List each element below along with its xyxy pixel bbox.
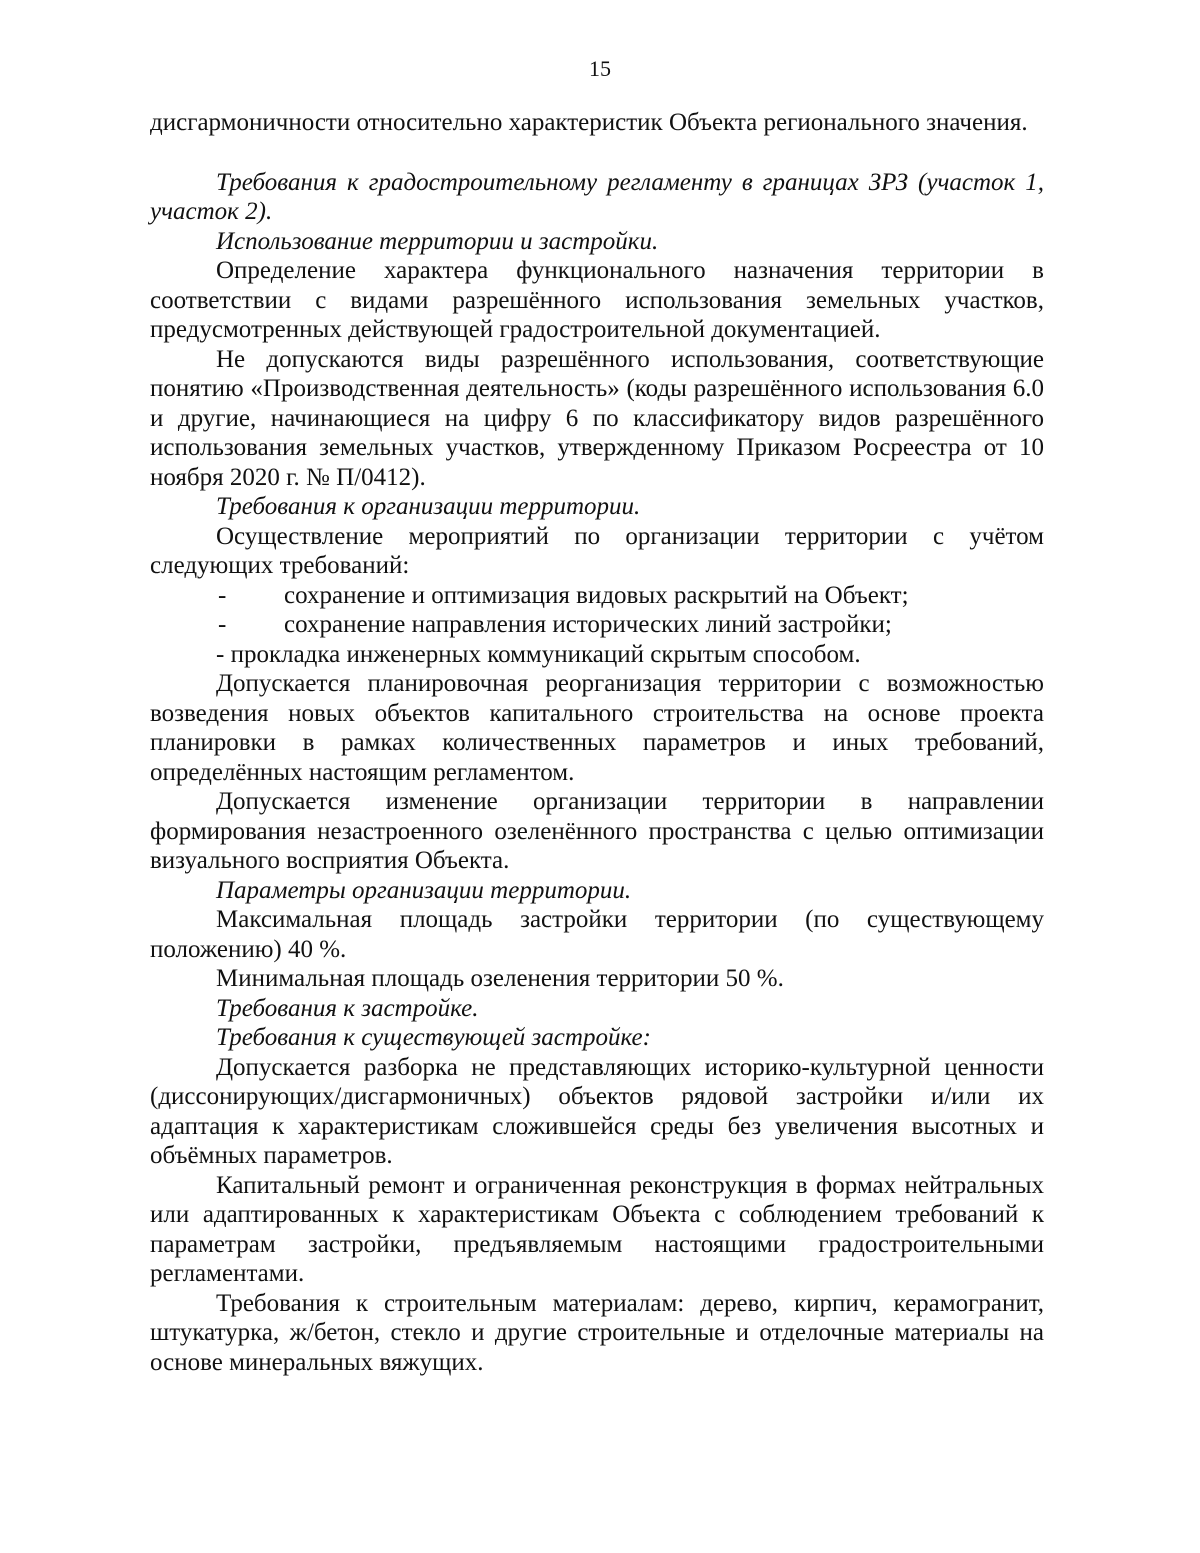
list-item-text: сохранение и оптимизация видовых раскрытий на Объект; (284, 581, 909, 609)
paragraph-reorganization: Допускается планировочная реорганизация территории с возможностью возведения новых объектов капитального строительства на основе проекта планировки в рамках количественных параметров и иных требований, определённых настоящим регламентом. (150, 670, 1044, 786)
paragraph-green-space: Допускается изменение организации территории в направлении формирования незастроенного озеленённого пространства с целью оптимизации визуального восприятия Объекта. (150, 788, 1044, 874)
list-dash: - (218, 611, 227, 638)
paragraph-repair: Капитальный ремонт и ограниченная реконструкция в формах нейтральных или адаптированных к характеристикам Объекта с соблюдением требований к параметрам застройки, предъявляемым настоящими градостроительными регламентами. (150, 1171, 1044, 1287)
page-number: 15 (589, 56, 611, 81)
section-heading-zrz: Требования к градостроительному регламенту в границах ЗРЗ (участок 1, участок 2). (150, 168, 1044, 225)
paragraph-gap (150, 138, 1044, 168)
paragraph-function-definition: Определение характера функционального назначения территории в соответствии с видами разрешённого использования земельных участков, предусмотренных действующей градостроительной документацией. (150, 257, 1044, 343)
section-heading-territory-organization: Требования к организации территории. (216, 493, 641, 520)
paragraph-measures: Осуществление мероприятий по организации территории с учётом следующих требований: (150, 522, 1044, 579)
paragraph-continuation: дисгармоничности относительно характеристик Объекта регионального значения. (150, 109, 1028, 136)
paragraph-prohibited-uses: Не допускаются виды разрешённого использования, соответствующие понятию «Производственная деятельность» (коды разрешённого использования 6.0 и другие, начинающиеся на цифру 6 по классификатору видов разрешённого использования земельных участков, утвержденному Приказом Росреестра от 10 ноября 2020 г. № П/0412). (150, 345, 1044, 491)
section-heading-existing-buildings: Требования к существующей застройке: (216, 1024, 651, 1051)
section-heading-land-use: Использование территории и застройки. (216, 227, 659, 255)
paragraph-min-greening: Минимальная площадь озеленения территории 50 %. (216, 965, 784, 992)
list-item-text: сохранение направления исторических линий застройки; (284, 611, 892, 638)
paragraph-max-building-area: Максимальная площадь застройки территории (по существующему положению) 40 %. (150, 906, 1044, 963)
list-item-engineering: - прокладка инженерных коммуникаций скрытым способом. (216, 640, 861, 668)
document-body (150, 108, 1044, 1377)
paragraph-demolition: Допускается разборка не представляющих историко-культурной ценности (диссонирующих/дисгармоничных) объектов рядовой застройки и/или их адаптация к характеристикам сложившейся среды без увеличения высотных и объёмных параметров. (150, 1053, 1044, 1169)
list-item (150, 610, 1044, 640)
section-heading-parameters: Параметры организации территории. (216, 876, 632, 904)
paragraph-materials: Требования к строительным материалам: дерево, кирпич, керамогранит, штукатурка, ж/бетон, стекло и другие строительные и отделочные материалы на основе минеральных вяжущих. (150, 1289, 1044, 1376)
list-item (150, 581, 1044, 611)
list-dash: - (218, 581, 227, 609)
section-heading-building-requirements: Требования к застройке. (216, 994, 479, 1022)
